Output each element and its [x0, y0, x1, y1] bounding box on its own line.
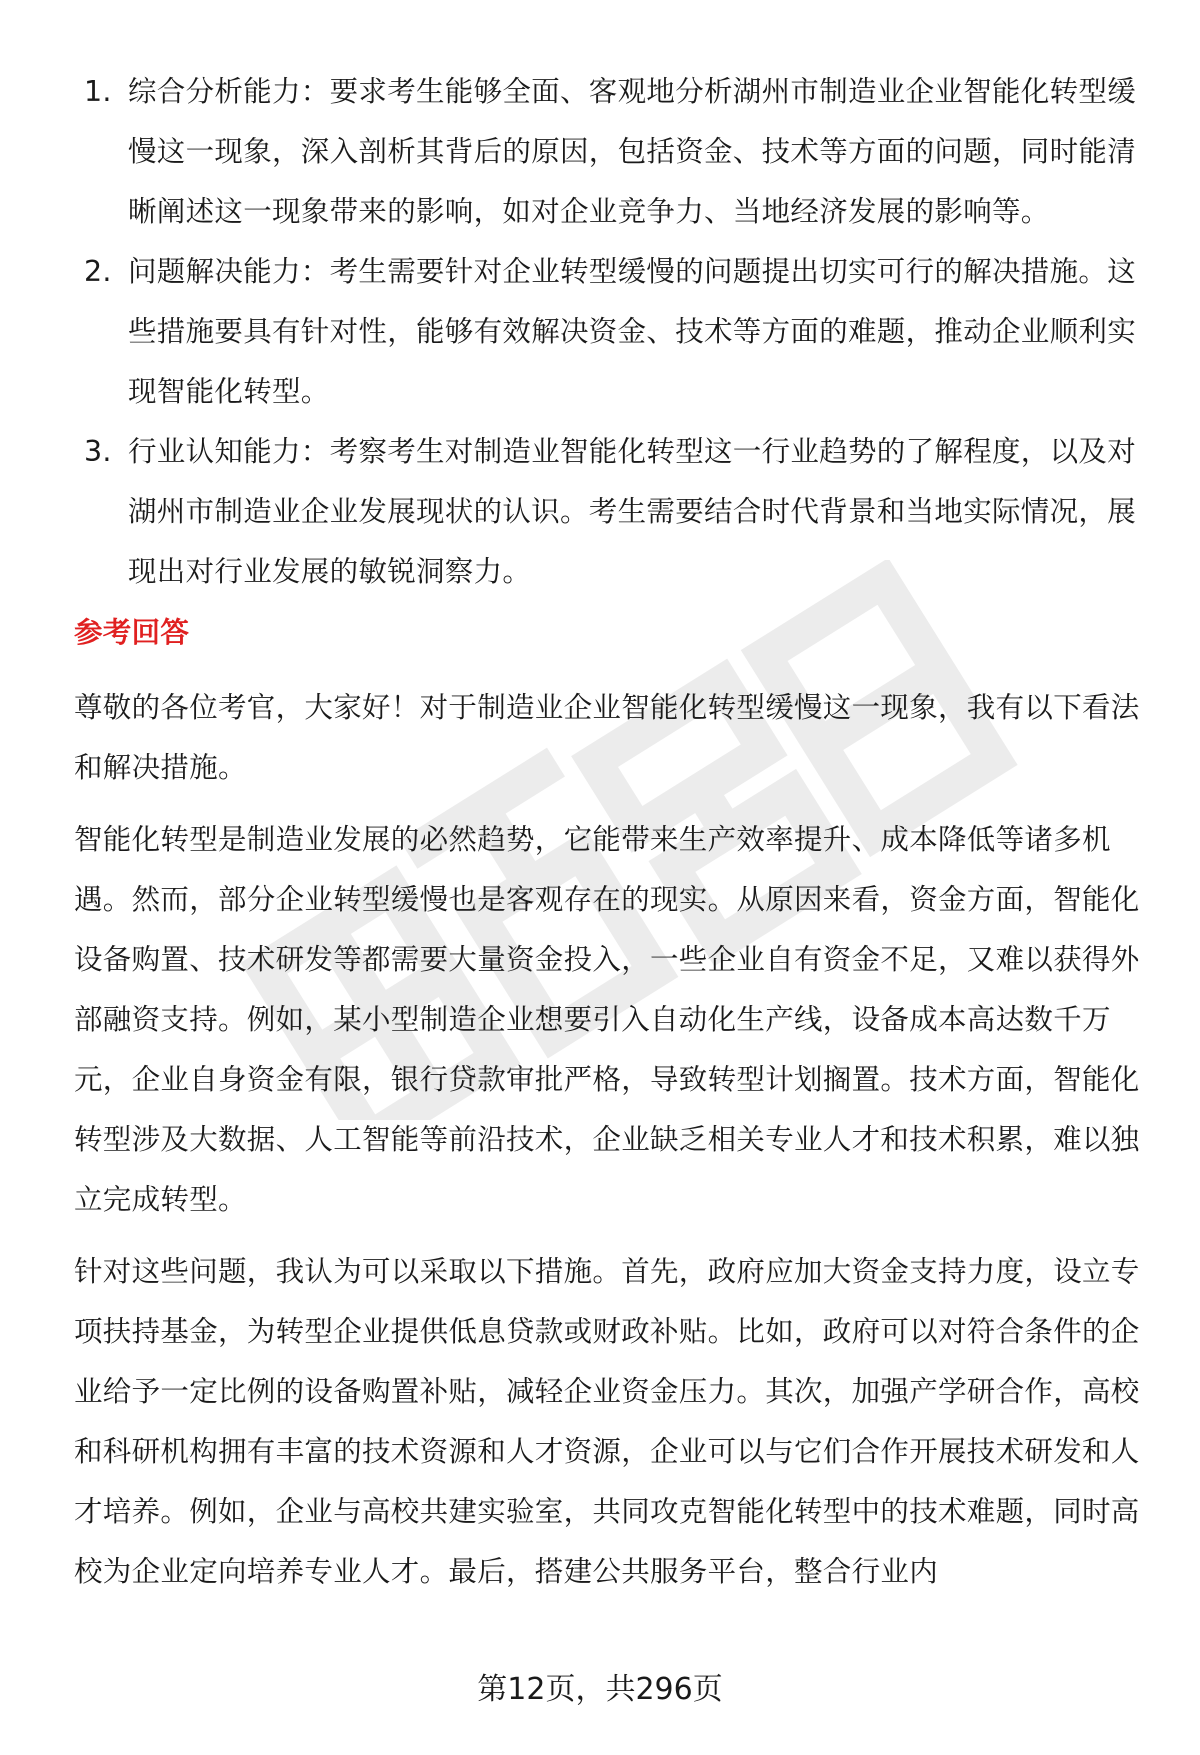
document-body [74, 62, 1144, 1614]
evaluation-criteria-list [74, 62, 1144, 602]
answer-paragraph: 智能化转型是制造业发展的必然趋势，它能带来生产效率提升、成本降低等诸多机遇。然而，部分企业转型缓慢也是客观存在的现实。从原因来看，资金方面，智能化设备购置、技术研发等都需要大量资金投入，一些企业自有资金不足，又难以获得外部融资支持。例如，某小型制造企业想要引入自动化生产线，设备成本高达数千万元，企业自身资金有限，银行贷款审批严格，导致转型计划搁置。技术方面，智能化转型涉及大数据、人工智能等前沿技术，企业缺乏相关专业人才和技术积累，难以独立完成转型。 [74, 823, 1140, 1216]
criteria-number: 1. [84, 75, 112, 108]
criteria-number: 3. [84, 435, 112, 468]
section-heading: 参考回答 [74, 616, 190, 649]
answer-paragraph: 针对这些问题，我认为可以采取以下措施。首先，政府应加大资金支持力度，设立专项扶持基金，为转型企业提供低息贷款或财政补贴。比如，政府可以对符合条件的企业给予一定比例的设备购置补贴，减轻企业资金压力。其次，加强产学研合作，高校和科研机构拥有丰富的技术资源和人才资源，企业可以与它们合作开展技术研发和人才培养。例如，企业与高校共建实验室，共同攻克智能化转型中的技术难题，同时高校为企业定向培养专业人才。最后，搭建公共服务平台，整合行业内 [74, 1255, 1140, 1588]
answer-paragraph: 尊敬的各位考官，大家好！对于制造业企业智能化转型缓慢这一现象，我有以下看法和解决措施。 [74, 691, 1140, 784]
criteria-item [74, 62, 1144, 242]
criteria-item [74, 422, 1144, 602]
criteria-number: 2. [84, 255, 112, 288]
criteria-text: 问题解决能力：考生需要针对企业转型缓慢的问题提出切实可行的解决措施。这些措施要具有针对性，能够有效解决资金、技术等方面的难题，推动企业顺利实现智能化转型。 [128, 255, 1137, 408]
page-number-footer: 第12页，共296页 [477, 1672, 723, 1707]
criteria-text: 行业认知能力：考察考生对制造业智能化转型这一行业趋势的了解程度，以及对湖州市制造业企业发展现状的认识。考生需要结合时代背景和当地实际情况，展现出对行业发展的敏锐洞察力。 [128, 435, 1137, 588]
criteria-item [74, 242, 1144, 422]
criteria-text: 综合分析能力：要求考生能够全面、客观地分析湖州市制造业企业智能化转型缓慢这一现象，深入剖析其背后的原因，包括资金、技术等方面的问题，同时能清晰阐述这一现象带来的影响，如对企业竞争力、当地经济发展的影响等。 [128, 75, 1137, 228]
